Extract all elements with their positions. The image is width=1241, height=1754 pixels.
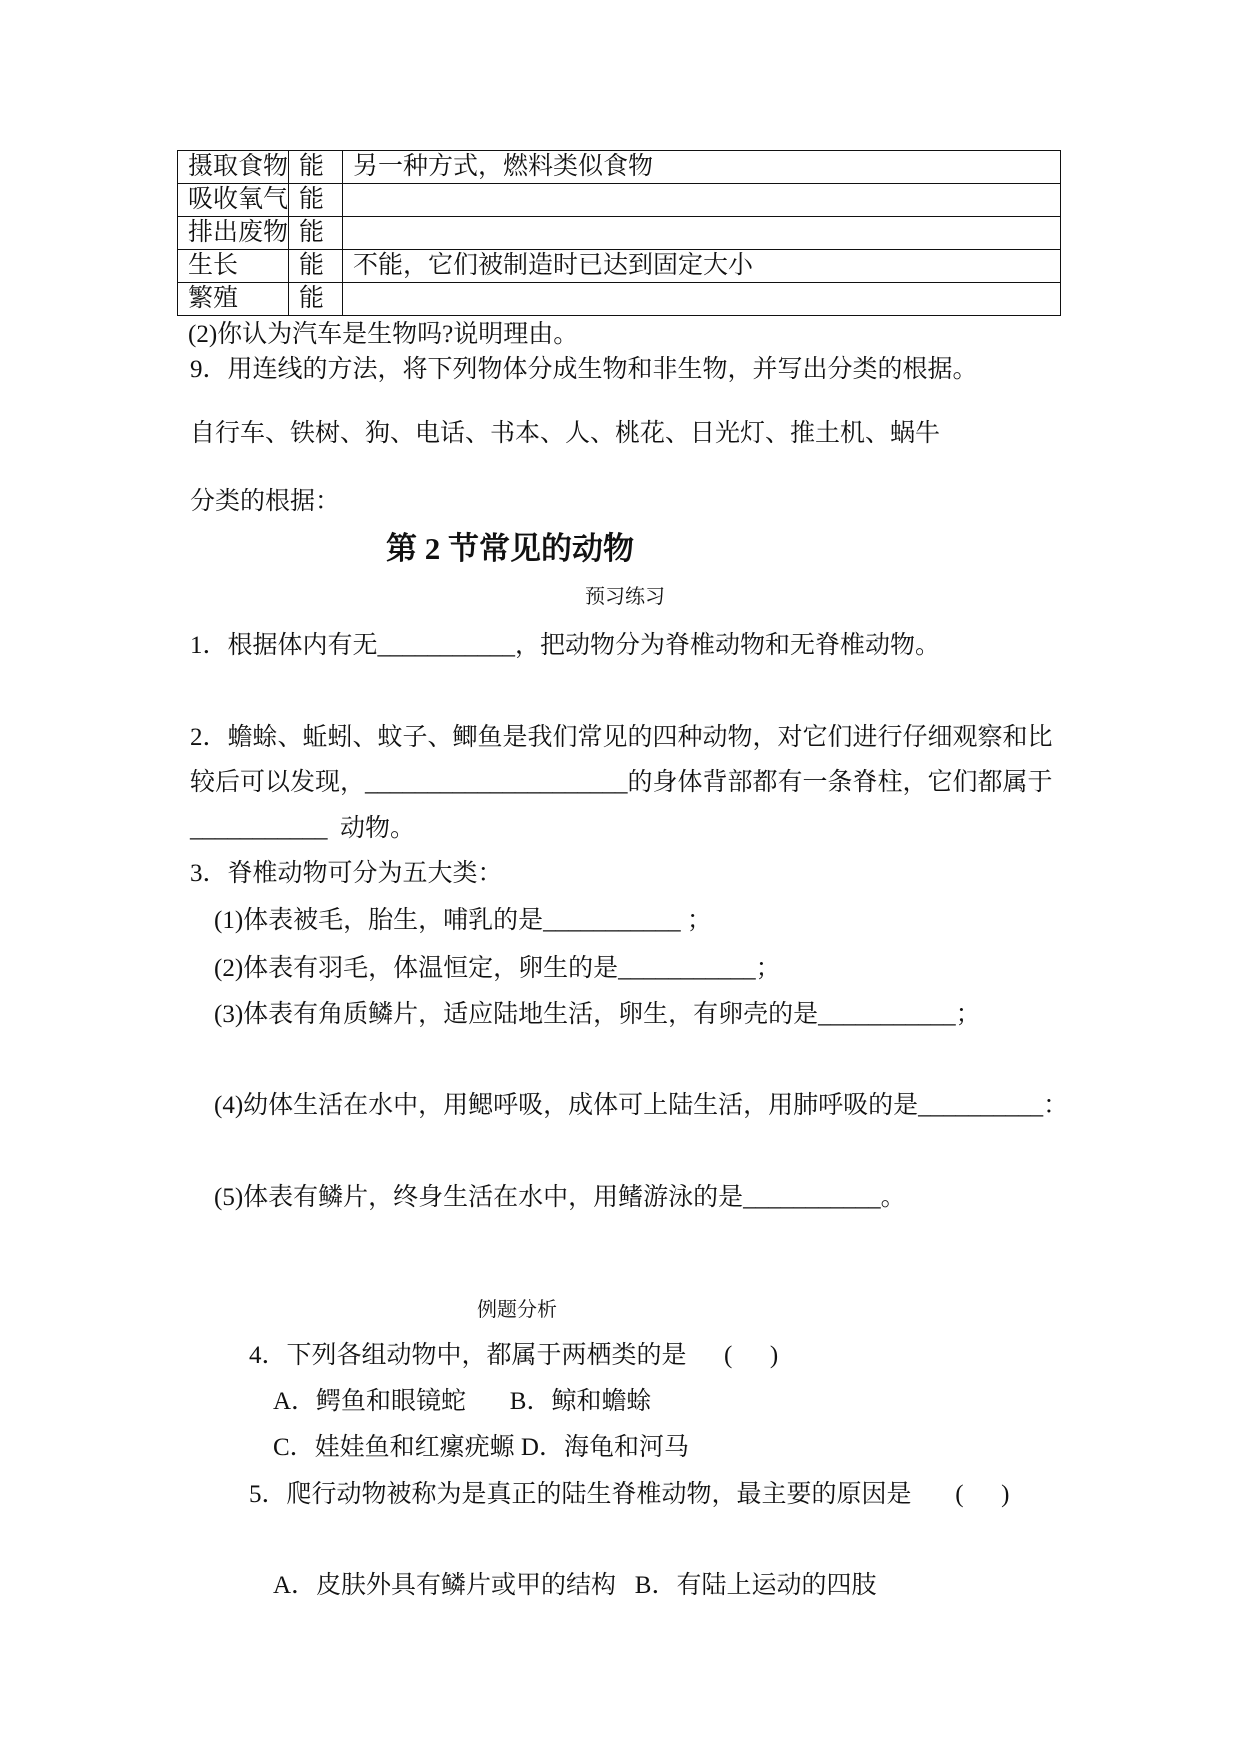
answer-cell: 能 bbox=[289, 184, 343, 217]
note-cell: 不能，它们被制造时已达到固定大小 bbox=[343, 250, 1061, 283]
comparison-table bbox=[177, 150, 1061, 316]
question-5: 5．爬行动物被称为是真正的陆生脊椎动物，最主要的原因是 ( ) bbox=[249, 1481, 1010, 1508]
question-3-item: (2)体表有羽毛，体温恒定，卵生的是___________； bbox=[214, 955, 781, 982]
question-3-item: (5)体表有鳞片，终身生活在水中，用鳍游泳的是___________。 bbox=[214, 1184, 906, 1211]
answer-cell: 能 bbox=[289, 151, 343, 184]
answer-cell: 能 bbox=[289, 250, 343, 283]
table-row bbox=[178, 217, 1061, 250]
question-4: 4．下列各组动物中，都属于两栖类的是 ( ) bbox=[249, 1342, 779, 1369]
answer-cell: 能 bbox=[289, 217, 343, 250]
question-2-line-3: ___________ 动物。 bbox=[190, 815, 416, 842]
question-2-line-2: 较后可以发现，_____________________的身体背部都有一条脊柱，它们都属于 bbox=[190, 769, 1053, 796]
feature-cell: 生长 bbox=[178, 250, 289, 283]
example-heading: 例题分析 bbox=[477, 1299, 557, 1321]
question-5-options-ab: A．皮肤外具有鳞片或甲的结构 B．有陆上运动的四肢 bbox=[273, 1572, 877, 1599]
section-title: 第 2 节常见的动物 bbox=[386, 531, 634, 566]
question-3-item: (1)体表被毛，胎生，哺乳的是___________ ； bbox=[214, 907, 712, 934]
table-row bbox=[178, 151, 1061, 184]
feature-cell: 吸收氧气 bbox=[178, 184, 289, 217]
answer-cell: 能 bbox=[289, 283, 343, 316]
note-cell bbox=[343, 184, 1061, 217]
note-cell: 另一种方式，燃料类似食物 bbox=[343, 151, 1061, 184]
question-9-basis: 分类的根据： bbox=[190, 488, 341, 515]
table-row bbox=[178, 283, 1061, 316]
preview-heading: 预习练习 bbox=[585, 586, 665, 608]
table-row bbox=[178, 250, 1061, 283]
feature-cell: 繁殖 bbox=[178, 283, 289, 316]
question-9: 9．用连线的方法，将下列物体分成生物和非生物，并写出分类的根据。 bbox=[190, 356, 978, 383]
feature-cell: 排出废物 bbox=[178, 217, 289, 250]
question-3-item: (4)幼体生活在水中，用鳃呼吸，成体可上陆生活，用肺呼吸的是__________： bbox=[214, 1092, 1069, 1119]
question-4-options-ab: A．鳄鱼和眼镜蛇 B．鲸和蟾蜍 bbox=[273, 1388, 652, 1415]
question-9-items: 自行车、铁树、狗、电话、书本、人、桃花、日光灯、推土机、蜗牛 bbox=[190, 420, 941, 447]
table-row bbox=[178, 184, 1061, 217]
question-3: 3．脊椎动物可分为五大类： bbox=[190, 860, 503, 887]
feature-cell: 摄取食物 bbox=[178, 151, 289, 184]
question-2-line-1: 2．蟾蜍、蚯蚓、蚊子、鲫鱼是我们常见的四种动物，对它们进行仔细观察和比 bbox=[190, 724, 1053, 751]
note-cell bbox=[343, 283, 1061, 316]
question-8-2: (2)你认为汽车是生物吗?说明理由。 bbox=[188, 321, 579, 348]
note-cell bbox=[343, 217, 1061, 250]
question-1: 1．根据体内有无___________，把动物分为脊椎动物和无脊椎动物。 bbox=[190, 632, 941, 659]
question-3-item: (3)体表有角质鳞片，适应陆地生活，卵生，有卵壳的是___________； bbox=[214, 1001, 981, 1028]
question-4-options-cd: C．娃娃鱼和红瘰疣螈 D．海龟和河马 bbox=[273, 1434, 689, 1461]
